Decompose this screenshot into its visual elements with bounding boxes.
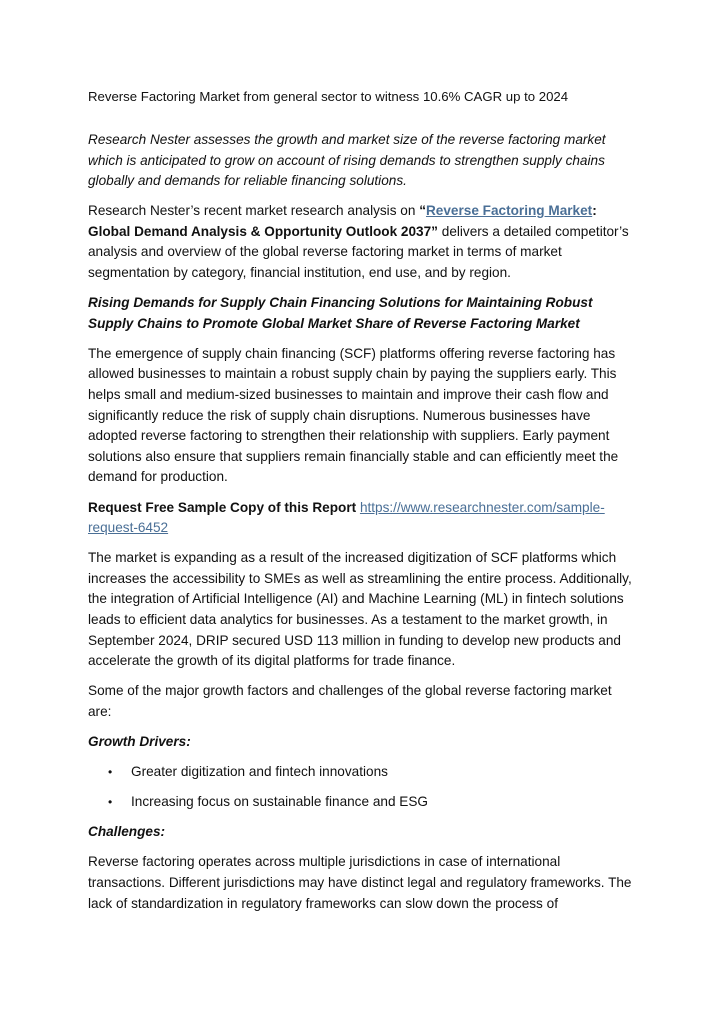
intro-paragraph: Research Nester assesses the growth and market size of the reverse factoring market which is anticipated to grow on account of rising demands to strengthen supply chains globally and demands for reliable financing solutions. — [88, 132, 606, 189]
sample-request-link[interactable]: https://www.researchnester.com/sample-request-6452 — [88, 499, 605, 536]
challenges-heading: Challenges: — [88, 824, 166, 840]
report-open-quote: “ — [419, 203, 426, 219]
scf-paragraph: The emergence of supply chain financing (SCF) platforms offering reverse factoring has allowed businesses to maintain a robust supply chain by paying the suppliers early. This helps small and medium-sized businesses to maintain and improve their cash flow and significantly reduce the risk of supply chain disruptions. Numerous businesses have adopted reverse factoring to strengthen their relationship with suppliers. Early payment solutions also ensure that suppliers remain financially stable and can efficiently meet the demand for production. — [88, 345, 619, 485]
analysis-prefix: Research Nester’s recent market research analysis on — [88, 203, 420, 219]
list-item — [88, 792, 634, 813]
list-item — [88, 762, 634, 783]
report-title-rest: : Global Demand Analysis & Opportunity Outlook 2037” — [88, 203, 597, 239]
analysis-suffix: delivers a detailed competitor’s analysis and overview of the global reverse factoring market in terms of market segmentation by category, financial institution, end use, and by region. — [88, 223, 629, 281]
list-item-text: Greater digitization and fintech innovations — [131, 764, 388, 780]
sample-request-label: Request Free Sample Copy of this Report — [88, 499, 357, 515]
section-subheading: Rising Demands for Supply Chain Financing Solutions for Maintaining Robust Supply Chains to Promote Global Market Share of Reverse Factoring Market — [88, 295, 593, 331]
sample-request-paragraph — [88, 498, 634, 539]
factors-paragraph: Some of the major growth factors and challenges of the global reverse factoring market are: — [88, 683, 612, 719]
growth-drivers-heading: Growth Drivers: — [88, 733, 191, 749]
list-item-text: Increasing focus on sustainable finance and ESG — [131, 794, 428, 810]
analysis-paragraph — [88, 201, 634, 283]
challenges-paragraph: Reverse factoring operates across multiple jurisdictions in case of international transactions. Different jurisdictions may have distinct legal and regulatory frameworks. The lack of standardization in regulatory frameworks can slow down the process of — [88, 854, 632, 911]
market-paragraph: The market is expanding as a result of the increased digitization of SCF platforms which increases the accessibility to SMEs as well as streamlining the entire process. Additionally, the integration of Artificial Intelligence (AI) and Machine Learning (ML) in fintech solutions leads to efficient data analytics for businesses. As a testament to the market growth, in September 2024, DRIP secured USD 113 million in funding to develop new products and accelerate the growth of its digital platforms for trade finance. — [88, 550, 632, 669]
bullet-icon: • — [108, 795, 113, 810]
growth-drivers-list — [88, 762, 634, 813]
document-title: Reverse Factoring Market from general sector to witness 10.6% CAGR up to 2024 — [88, 89, 569, 104]
bullet-icon: • — [108, 765, 113, 780]
reverse-factoring-market-link[interactable]: Reverse Factoring Market — [425, 203, 593, 219]
